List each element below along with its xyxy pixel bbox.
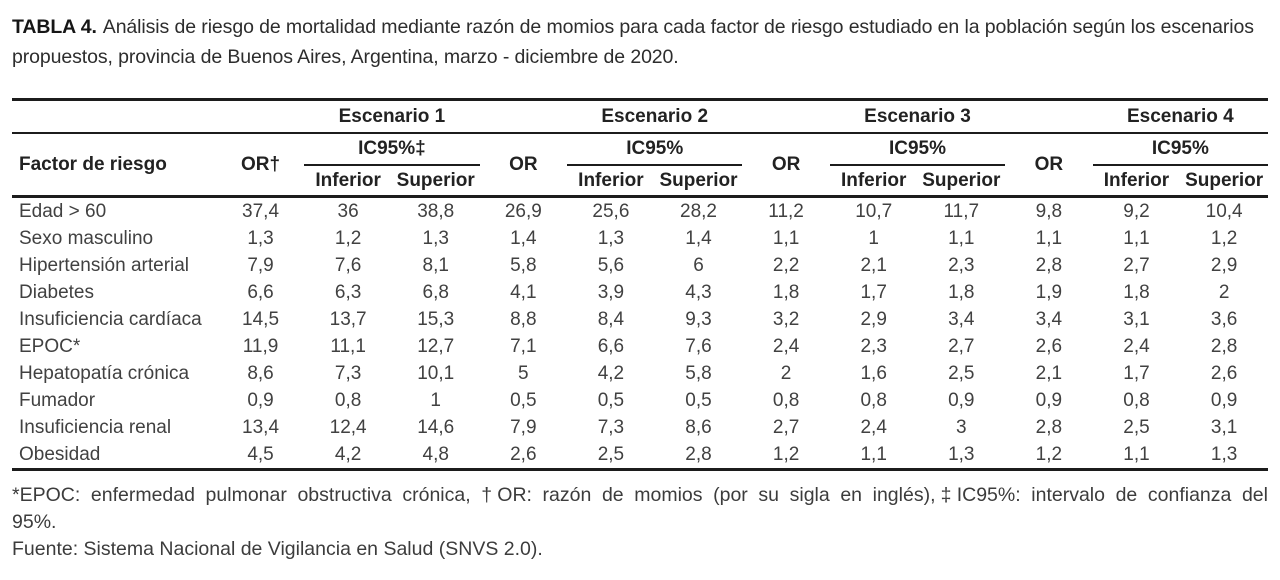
value-cell: 2,4: [1123, 335, 1150, 357]
table-row: [12, 225, 1268, 252]
risk-factor-label: Insuficiencia renal: [19, 416, 172, 438]
or-header-esc3: OR: [771, 153, 801, 175]
table-row: [12, 197, 1268, 226]
value-cell: 1,1: [772, 227, 800, 249]
value-cell: 1,1: [1035, 227, 1063, 249]
risk-factor-label: Diabetes: [19, 281, 94, 303]
scenario-2-header: Escenario 2: [567, 100, 742, 134]
value-cell: 2,5: [597, 443, 625, 465]
value-cell: 3,1: [1210, 416, 1238, 438]
value-cell: 2,1: [1035, 362, 1063, 384]
value-cell: 6: [693, 254, 704, 276]
value-cell: 10,1: [417, 362, 455, 384]
scenario-4-header: Escenario 4: [1093, 100, 1268, 134]
value-cell: 9,2: [1123, 200, 1150, 222]
value-cell: 2: [780, 362, 792, 384]
header-spacer: [12, 100, 304, 134]
value-cell: 7,1: [510, 335, 537, 357]
value-cell: 2,8: [1035, 254, 1063, 276]
value-cell: 3,4: [1035, 308, 1063, 330]
value-cell: 1: [430, 389, 441, 411]
abbreviations-note-line1: *EPOC: enfermedad pulmonar obstructiva crónica, †OR: razón de momios (por su sigla en inglés),‡IC95%: intervalo de confianza del: [12, 484, 1268, 506]
value-cell: 2: [1218, 281, 1230, 303]
inferior-header: Inferior: [578, 169, 644, 191]
value-cell: 15,3: [417, 308, 455, 330]
or-header-esc1: OR†: [240, 153, 281, 175]
value-cell: 6,6: [247, 281, 274, 303]
risk-factor-label: Edad > 60: [19, 200, 107, 222]
value-cell: 1,6: [860, 362, 887, 384]
value-cell: 0,8: [1123, 389, 1150, 411]
scenario-3-header: Escenario 3: [830, 100, 1005, 134]
table-row: [12, 279, 1268, 306]
value-cell: 6,8: [422, 281, 449, 303]
value-cell: 13,4: [242, 416, 280, 438]
value-cell: 2,4: [772, 335, 800, 357]
value-cell: 10,4: [1205, 200, 1243, 222]
factor-column-header: Factor de riesgo: [19, 153, 167, 175]
value-cell: 3,9: [597, 281, 625, 303]
scenario-header-row: [12, 100, 1268, 134]
value-cell: 4,5: [247, 443, 274, 465]
value-cell: 3,6: [1210, 308, 1238, 330]
header-spacer: [1005, 100, 1093, 134]
risk-factor-label: Fumador: [19, 389, 96, 411]
table-footnotes: [12, 482, 1268, 563]
odds-ratio-table: [12, 98, 1268, 471]
value-cell: 1,9: [1035, 281, 1063, 303]
superior-header: Superior: [1185, 169, 1264, 191]
value-cell: 1,2: [1035, 443, 1063, 465]
value-cell: 36: [337, 200, 359, 222]
value-cell: 11,1: [330, 335, 366, 357]
table-title-tag: TABLA 4.: [12, 16, 97, 38]
value-cell: 8,6: [685, 416, 712, 438]
or-header-esc2: OR: [509, 153, 538, 175]
value-cell: 7,3: [334, 362, 362, 384]
value-cell: 5,8: [510, 254, 537, 276]
ic95-header-esc2: IC95%: [567, 133, 742, 165]
table-row: [12, 252, 1268, 279]
value-cell: 1,2: [772, 443, 800, 465]
value-cell: 1,1: [1123, 227, 1150, 249]
value-cell: 2,8: [1210, 335, 1238, 357]
value-cell: 2,7: [772, 416, 800, 438]
header-spacer: [480, 100, 568, 134]
value-cell: 0,5: [510, 389, 537, 411]
or-header-esc4: OR: [1034, 153, 1064, 175]
value-cell: 5: [518, 362, 529, 384]
value-cell: 2,7: [1123, 254, 1150, 276]
ic95-header-esc1: IC95%‡: [304, 133, 479, 165]
value-cell: 2,2: [772, 254, 800, 276]
value-cell: 1,4: [685, 227, 712, 249]
value-cell: 0,9: [1210, 389, 1238, 411]
value-cell: 1,3: [1210, 443, 1238, 465]
risk-factor-label: Hepatopatía crónica: [19, 362, 190, 384]
value-cell: 2,4: [860, 416, 887, 438]
value-cell: 0,5: [597, 389, 625, 411]
risk-factor-label: Insuficiencia cardíaca: [19, 308, 202, 330]
value-cell: 2,8: [685, 443, 712, 465]
table-row: [12, 414, 1268, 441]
value-cell: 3,2: [772, 308, 800, 330]
table-row: [12, 306, 1268, 333]
value-cell: 4,2: [597, 362, 625, 384]
value-cell: 10,7: [855, 200, 893, 222]
value-cell: 1,8: [772, 281, 800, 303]
value-cell: 8,8: [510, 308, 537, 330]
value-cell: 5,8: [685, 362, 712, 384]
table-row: [12, 333, 1268, 360]
value-cell: 0,5: [685, 389, 712, 411]
value-cell: 2,9: [860, 308, 887, 330]
scenario-1-header: Escenario 1: [304, 100, 479, 134]
value-cell: 14,6: [417, 416, 455, 438]
value-cell: 4,3: [685, 281, 712, 303]
superior-header: Superior: [922, 169, 1001, 191]
value-cell: 1,3: [247, 227, 274, 249]
table-row: [12, 387, 1268, 414]
value-cell: 2,7: [948, 335, 975, 357]
table-title-text: Análisis de riesgo de mortalidad mediante razón de momios para cada factor de riesgo estudiado en la población según los escenarios propuestos, provincia de Buenos Aires, Argentina, marzo - diciembre de 2020.: [12, 16, 1254, 68]
value-cell: 3,1: [1123, 308, 1150, 330]
value-cell: 1,1: [1123, 443, 1150, 465]
value-cell: 2,9: [1210, 254, 1238, 276]
value-cell: 37,4: [242, 200, 280, 222]
value-cell: 6,3: [334, 281, 362, 303]
value-cell: 9,3: [685, 308, 712, 330]
value-cell: 12,7: [417, 335, 455, 357]
value-cell: 0,8: [860, 389, 887, 411]
value-cell: 3: [955, 416, 967, 438]
value-cell: 11,2: [768, 200, 804, 222]
value-cell: 0,9: [1035, 389, 1063, 411]
value-cell: 1,1: [948, 227, 975, 249]
value-cell: 7,9: [247, 254, 274, 276]
source-note: Fuente: Sistema Nacional de Vigilancia en Salud (SNVS 2.0).: [12, 538, 543, 560]
value-cell: 1,4: [510, 227, 537, 249]
value-cell: 1,2: [334, 227, 362, 249]
table-row: [12, 441, 1268, 470]
value-cell: 2,1: [860, 254, 887, 276]
superior-header: Superior: [659, 169, 738, 191]
value-cell: 5,6: [597, 254, 625, 276]
value-cell: 2,3: [948, 254, 975, 276]
value-cell: 26,9: [504, 200, 542, 222]
value-cell: 9,8: [1035, 200, 1063, 222]
value-cell: 38,8: [417, 200, 455, 222]
value-cell: 25,6: [592, 200, 630, 222]
inferior-header: Inferior: [840, 169, 907, 191]
value-cell: 2,6: [1210, 362, 1238, 384]
value-cell: 7,6: [334, 254, 362, 276]
value-cell: 1,2: [1210, 227, 1238, 249]
inferior-header: Inferior: [1103, 169, 1170, 191]
header-spacer: [742, 100, 830, 134]
value-cell: 2,8: [1035, 416, 1063, 438]
value-cell: 8,1: [422, 254, 449, 276]
value-cell: 1,8: [1123, 281, 1150, 303]
value-cell: 8,4: [597, 308, 625, 330]
value-cell: 7,3: [597, 416, 625, 438]
value-cell: 4,2: [334, 443, 362, 465]
value-cell: 2,6: [510, 443, 537, 465]
risk-factor-label: Hipertensión arterial: [19, 254, 190, 276]
value-cell: 0,9: [948, 389, 975, 411]
value-cell: 4,8: [422, 443, 449, 465]
superior-header: Superior: [396, 169, 475, 191]
value-cell: 1,3: [422, 227, 449, 249]
value-cell: 2,5: [948, 362, 975, 384]
value-cell: 11,9: [242, 335, 279, 357]
risk-factor-label: Obesidad: [19, 443, 101, 465]
table-title: [12, 12, 1268, 72]
value-cell: 13,7: [329, 308, 367, 330]
abbreviations-note-line2: 95%.: [12, 511, 57, 533]
value-cell: 11,7: [943, 200, 980, 222]
risk-factor-label: EPOC*: [19, 335, 81, 357]
value-cell: 3,4: [948, 308, 975, 330]
value-cell: 1: [868, 227, 879, 249]
value-cell: 1,1: [860, 443, 887, 465]
value-cell: 28,2: [680, 200, 717, 222]
value-cell: 6,6: [597, 335, 625, 357]
value-cell: 14,5: [242, 308, 280, 330]
table-header: [12, 100, 1268, 197]
value-cell: 1,8: [948, 281, 975, 303]
risk-factor-label: Sexo masculino: [19, 227, 154, 249]
value-cell: 1,7: [1123, 362, 1150, 384]
ic-header-row: [12, 133, 1268, 165]
value-cell: 7,6: [685, 335, 712, 357]
value-cell: 1,7: [860, 281, 887, 303]
value-cell: 2,5: [1123, 416, 1150, 438]
value-cell: 2,3: [860, 335, 887, 357]
table-row: [12, 360, 1268, 387]
value-cell: 1,3: [948, 443, 975, 465]
value-cell: 0,9: [247, 389, 274, 411]
ic95-header-esc3: IC95%: [830, 133, 1005, 165]
value-cell: 0,8: [772, 389, 800, 411]
table-body: [12, 197, 1268, 470]
value-cell: 7,9: [510, 416, 537, 438]
value-cell: 2,6: [1035, 335, 1063, 357]
value-cell: 0,8: [334, 389, 362, 411]
inferior-header: Inferior: [315, 169, 381, 191]
value-cell: 12,4: [329, 416, 367, 438]
value-cell: 8,6: [247, 362, 274, 384]
ic95-header-esc4: IC95%: [1093, 133, 1268, 165]
value-cell: 1,3: [597, 227, 625, 249]
value-cell: 4,1: [510, 281, 537, 303]
